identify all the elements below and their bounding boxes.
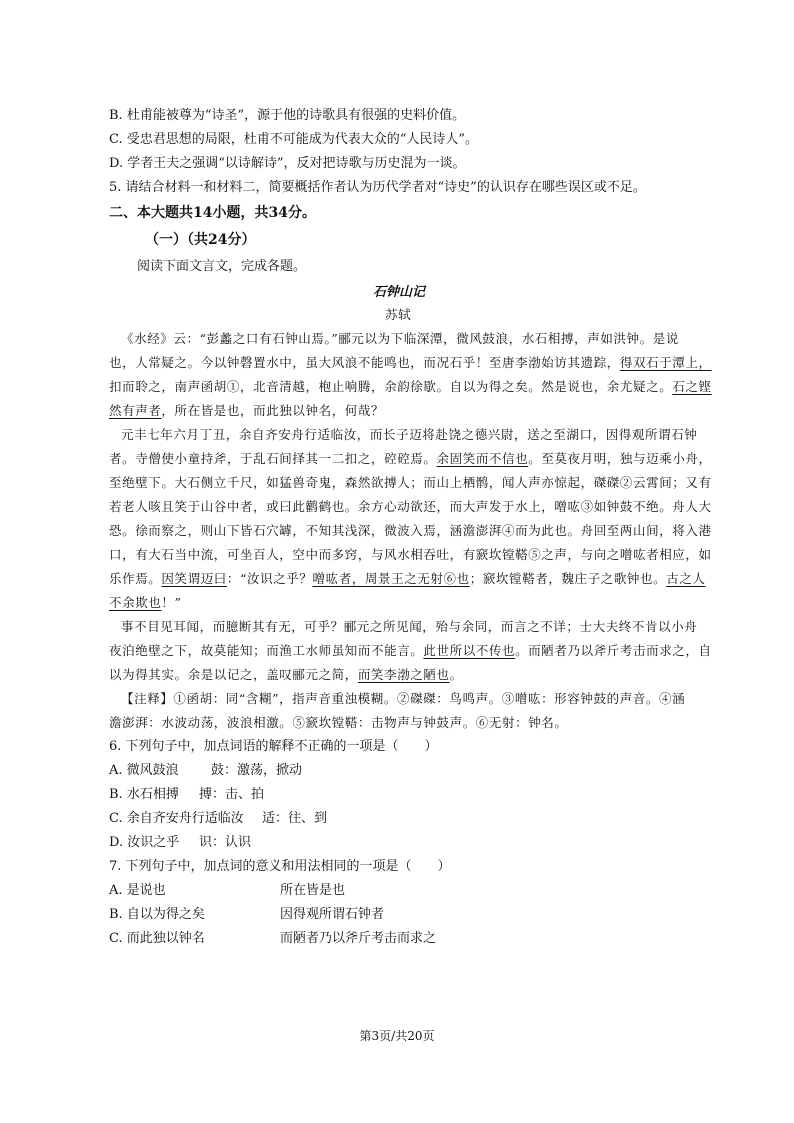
p1-line3: 扣而聆之，南声函胡①，北音清越，枹止响腾，余韵徐歇。自以为得之矣。然是说也，余尤疑之。石之铿	[109, 379, 712, 394]
p3-line1: 事不目见耳闻，而臆断其有无，可乎？郦元之所见闻，殆与余同，而言之不详；士大夫终不肯以小舟	[121, 619, 698, 634]
notes-line2: 澹澎湃：水波动荡，波浪相激。⑤窾坎镗鞳：击物声与钟鼓声。⑥无射：钟名。	[109, 715, 568, 730]
p2-line8: 不余欺也！”	[109, 595, 182, 610]
essay-author: 苏轼	[385, 307, 412, 322]
page-footer: 第3页/共20页	[359, 1029, 435, 1043]
q6-option-a-gloss: 鼓：激荡，掀动	[211, 763, 303, 778]
option-d: D. 学者王夫之强调“以诗解诗”，反对把诗歌与历史混为一谈。	[109, 156, 466, 171]
q6-option-b: B. 水石相搏	[109, 787, 179, 802]
question-5: 5. 请结合材料一和材料二，简要概括作者认为历代学者对“诗史”的认识存在哪些误区或不足。	[109, 180, 646, 195]
sub-heading: （一）（共24分）	[145, 232, 256, 248]
notes-line1: 【注释】①函胡：同“含糊”，指声音重浊模糊。②磔磔：鸟鸣声。③噌吰：形容钟鼓的声音。④涵	[121, 691, 686, 706]
q7-option-c-right: 而陋者乃以斧斤考击而求之	[280, 931, 437, 946]
p2-line7: 乐作焉。因笑谓迈曰：“汝识之乎？噌吰者，周景王之无射⑥也；窾坎镗鞳者，魏庄子之歌钟也。古之人	[109, 571, 706, 586]
q6-option-d: D. 汝识之乎	[109, 835, 180, 850]
p2-line4: 若老人咳且笑于山谷中者，或曰此鹳鹤也。余方心动欲还，而大声发于水上，噌吰③如钟鼓不绝。舟人大	[109, 499, 712, 514]
q7-option-a: A. 是说也	[109, 883, 166, 898]
p3-line2: 夜泊绝壁之下，故莫能知；而渔工水师虽知而不能言。此世所以不传也。而陋者乃以斧斤考击而求之，自	[109, 643, 712, 658]
option-c: C. 受忠君思想的局限，杜甫不可能成为代表大众的“人民诗人”。	[109, 132, 479, 147]
essay-title: 石钟山记	[373, 285, 426, 300]
q7-option-c: C. 而此独以钟名	[109, 931, 205, 946]
p1-line4: 然有声者，所在皆是也，而此独以钟名，何哉？	[109, 403, 385, 418]
option-b: B. 杜甫能被尊为“诗圣”，源于他的诗歌具有很强的史料价值。	[109, 108, 466, 123]
instruction: 阅读下面文言文，完成各题。	[137, 259, 307, 274]
p1-line2: 也，人常疑之。今以钟磬置水中，虽大风浪不能鸣也，而况石乎！至唐李渤始访其遗踪，得双石于潭上，	[109, 355, 712, 370]
p1-line1: 《水经》云：“彭蠡之口有石钟山焉。”郦元以为下临深潭，微风鼓浪，水石相搏，声如洪钟。是说	[121, 331, 679, 346]
p2-line5: 恐。徐而察之，则山下皆石穴罅，不知其浅深，微波入焉，涵澹澎湃④而为此也。舟回至两山间，将入港	[109, 523, 712, 538]
q6-option-c: C. 余自齐安舟行适临汝	[109, 811, 244, 826]
question-6: 6. 下列句子中，加点词语的解释不正确的一项是（ ）	[109, 739, 438, 754]
p3-line3: 以为得其实。余是以记之，盖叹郦元之简，而笑李渤之陋也。	[109, 667, 463, 682]
p2-line1: 元丰七年六月丁丑，余自齐安舟行适临汝，而长子迈将赴饶之德兴尉，送之至湖口，因得观所谓石钟	[121, 427, 698, 442]
p2-line3: 至绝壁下。大石侧立千尺，如猛兽奇鬼，森然欲搏人；而山上栖鹘，闻人声亦惊起，磔磔②云霄间；又有	[109, 475, 712, 490]
q6-option-d-gloss: 识：认识	[199, 835, 252, 850]
q6-option-a: A. 微风鼓浪	[109, 763, 179, 778]
q7-option-b: B. 自以为得之矣	[109, 907, 205, 922]
question-7: 7. 下列句子中，加点词的意义和用法相同的一项是（ ）	[109, 859, 451, 874]
q7-option-a-right: 所在皆是也	[280, 883, 346, 898]
section-heading: 二、本大题共14小题，共34分。	[109, 205, 316, 221]
p2-line6: 口，有大石当中流，可坐百人，空中而多窍，与风水相吞吐，有窾坎镗鞳⑤之声，与向之噌吰者相应，如	[109, 547, 712, 562]
q6-option-b-gloss: 搏：击、拍	[199, 787, 265, 802]
q6-option-c-gloss: 适：往、到	[262, 811, 328, 826]
q7-option-b-right: 因得观所谓石钟者	[280, 907, 385, 922]
p2-line2: 者。寺僧使小童持斧，于乱石间择其一二扣之，硿硿焉。余固笑而不信也。至莫夜月明，独与迈乘小舟，	[109, 451, 712, 466]
